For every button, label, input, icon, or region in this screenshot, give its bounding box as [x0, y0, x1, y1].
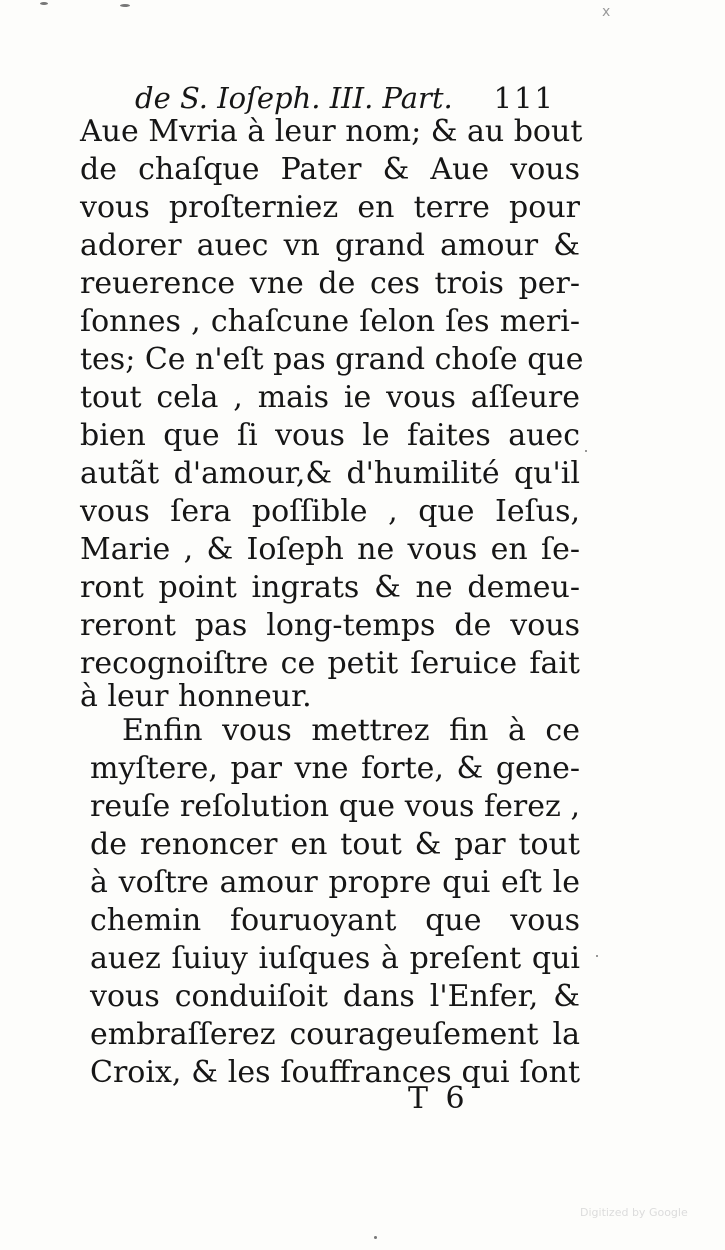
- ink-speck: [585, 450, 587, 452]
- ink-speck: [374, 1236, 377, 1239]
- text-line: reuerence vne de ces trois per-: [80, 266, 580, 301]
- text-line: reuſe reſolution que vous ferez ,: [90, 789, 580, 824]
- text-line: embraſſerez courageuſement la: [90, 1017, 580, 1052]
- text-line: vous conduiſoit dans l'Enfer, &: [90, 979, 580, 1014]
- text-line: de renoncer en tout & par tout: [90, 827, 580, 862]
- text-line: Aue Mvria à leur nom; & au bout: [80, 114, 583, 149]
- text-line: recognoiſtre ce petit ſeruice fait: [80, 646, 580, 681]
- ink-speck: [596, 955, 598, 957]
- text-line: tout cela , mais ie vous aſſeure: [80, 380, 580, 415]
- text-line: autãt d'amour,& d'humilité qu'il: [80, 456, 580, 491]
- text-line: de chaſque Pater & Aue vous: [80, 152, 580, 187]
- running-title: de S. Ioſeph. III. Part.: [135, 81, 453, 115]
- text-line: ſonnes , chaſcune ſelon ſes meri-: [80, 304, 580, 339]
- digitization-watermark: Digitized by Google: [580, 1206, 688, 1219]
- top-corner-mark: x: [602, 4, 611, 20]
- text-line: auez ſuiuy iuſques à preſent qui: [90, 941, 580, 976]
- text-line: bien que ſi vous le faites auec: [80, 418, 580, 453]
- catchword: T 6: [408, 1081, 469, 1116]
- paragraph-start-line: Enfin vous mettrez fin à ce: [122, 713, 580, 748]
- ink-speck: [40, 2, 48, 5]
- text-line: vous ſera poſſible , que Ieſus,: [80, 494, 580, 529]
- text-line: adorer auec vn grand amour &: [80, 228, 580, 263]
- text-line: chemin fouruoyant que vous: [90, 903, 580, 938]
- text-line: tes; Ce n'eſt pas grand choſe que: [80, 342, 584, 377]
- text-line: à voſtre amour propre qui eſt le: [90, 865, 580, 900]
- text-line: vous proſterniez en terre pour: [80, 190, 580, 225]
- text-line: Croix, & les ſouffrances qui ſont: [90, 1055, 580, 1090]
- text-line: reront pas long-temps de vous: [80, 608, 580, 643]
- page-number: 111: [493, 81, 555, 115]
- text-line: myſtere, par vne forte, & gene-: [90, 751, 580, 786]
- text-line: Marie , & Ioſeph ne vous en ſe-: [80, 532, 580, 567]
- text-line: ront point ingrats & ne demeu-: [80, 570, 580, 605]
- text-line: à leur honneur.: [80, 679, 312, 714]
- ink-speck: [120, 4, 130, 7]
